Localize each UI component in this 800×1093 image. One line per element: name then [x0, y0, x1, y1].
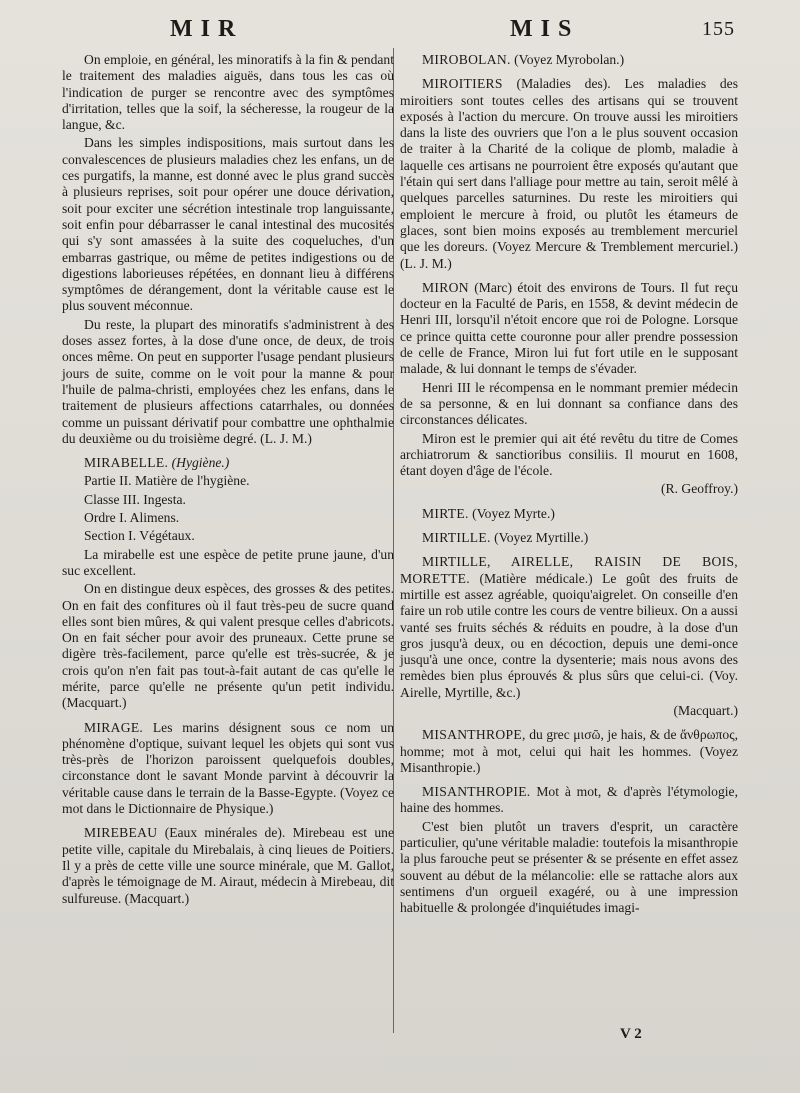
- entry-paragraph: [62, 825, 394, 906]
- entry-tag: (Hygiène.): [171, 455, 230, 471]
- entry-signature: (R. Geoffroy.): [660, 481, 738, 497]
- entry-mirabelle: [62, 455, 394, 711]
- entry-headword: MIREBEAU: [84, 825, 158, 841]
- entry-mirte: [400, 506, 738, 522]
- entry-miroitiers: [400, 76, 738, 272]
- entry-mirage: [62, 720, 394, 818]
- classification-line: Ordre I. Alimens.: [84, 510, 180, 526]
- entry-headword: MIRON: [422, 279, 469, 295]
- entry-paragraph: [62, 317, 394, 447]
- entry-paragraph: On en distingue deux espèces, des grosses & des petites. On en fait des confitures où il faut très-peu de sucre quand elles sont bien mûres, & qui valent presque celles d'abricots. On en fait sécher pour avoir des pruneaux. Cette prune se digère très-facilement, parce qu'elle est très-sucrée, & je crois qu'on n'en fait pas tout-à-fait autant de cas qu'elle le mérite, parce qu'elle ne présente qu'un petit individu. (Macquart.): [62, 581, 394, 711]
- entry-text: Miron est le premier qui ait été revêtu du titre de Comes archiatrorum & sanctioribus consiliis. Il mourut en 1608, étant doyen d'âge de l'école.: [400, 430, 738, 479]
- entry-headword: MIRTE.: [422, 505, 469, 521]
- entry-headword: MIRAGE.: [84, 719, 144, 735]
- left-column: [62, 52, 394, 909]
- entry-text: Du reste, la plupart des minoratifs s'administrent à des doses assez fortes, à la dose d'une once, de deux, de trois onces même. On peut en supporter l'usage pendant plusieurs jours de suite, comme on le voit pour la manne & pour l'huile de palma-christi, employées chez les enfans, dans le traitement de plusieurs affections catarrhales, ou données comme un puissant dérivatif pour combattre une ophthalmie du deuxième ou du troisième degré. (L. J. M.): [62, 316, 394, 446]
- entry-text: (Voyez Myrobolan.): [514, 52, 625, 67]
- entry-text: Dans les simples indispositions, mais surtout dans les convalescences de plusieurs maladies chez les enfans, un de ces purgatifs, la manne, est donné avec le plus grand succès à plusieurs reprises, soit pour opérer une douce dérivation, soit pour exciter une sécrétion intestinale trop languissante, soit enfin pour débarrasser le canal intestinal des mucosités qui s'y sont amassées à la suite des coqueluches, d'un embarras gastrique, ou même de petites indigestions ou de digestions laborieuses répétées, en donnant lieu à différens symptômes de dérangement, dont la véritable cause est le plus souvent méconnue.: [62, 135, 394, 314]
- entry-text: On emploie, en général, les minoratifs à la fin & pendant le traitement des maladies aiguës, dans tous les cas où l'indication de purger se rencontre avec des symptômes d'irritation, telles que la soif, la sécheresse, la rougeur de la langue, &c.: [62, 52, 394, 133]
- entry-paragraph: [400, 727, 738, 776]
- entry-paragraph: [400, 819, 738, 917]
- entry-paragraph: [400, 380, 738, 429]
- entry-text: (Eaux minérales de). Mirebeau est une petite ville, capitale du Mirebalais, à cinq lieues de Poitiers. Il y a près de cette ville une source minérale, que M. Gallot, d'après le témoignage de M. Airaut, médecin à Mirebeau, dit sulfureuse. (Macquart.): [62, 825, 394, 906]
- entry-text: C'est bien plutôt un travers d'esprit, un caractère particulier, qu'une véritable maladie: toutefois la misanthropie la plus farouche peut se présenter & se présente en effet assez souvent au début de la mélancolie: elle se rattache alors aux sentimens d'un orgueil exagéré, ou à une impression habituelle & prolongée d'inquiétudes imagi-: [400, 818, 738, 916]
- entry-headword: MISANTHROPE,: [422, 727, 526, 743]
- running-head-left: MIR: [170, 16, 244, 42]
- entry-misanthrope: [400, 727, 738, 776]
- entry-heading-line: [62, 455, 394, 471]
- entry-signature: (Macquart.): [673, 702, 738, 718]
- entry-text: (Voyez Myrte.): [472, 505, 555, 521]
- entry-headword: MIROITIERS: [422, 76, 503, 92]
- entry-text: Henri III le récompensa en le nommant premier médecin de sa personne, & en lui donnant sa confiance dans des circonstances délicates.: [400, 379, 738, 428]
- entry-text: (Voyez Myrtille.): [494, 530, 589, 546]
- entry-text: (Marc) étoit des environs de Tours. Il fut reçu docteur en la Faculté de Paris, en 1558, & devint médecin de Henri III, lorsqu'il n'étoit encore que roi de Pologne. Lorsque ce prince quitta cette couronne pour aller prendre possession de celle de France, Miron lui fut fort utile en le supposant malade, & lui donnant le temps de s'évader.: [400, 279, 738, 377]
- entry-paragraph: [400, 52, 738, 68]
- entry-mirtille-airelle: [400, 554, 738, 719]
- entry-headword: MIRTILLE, AIRELLE, RAISIN DE BOIS, MORETTE.: [400, 554, 738, 586]
- entry-paragraph: [400, 506, 738, 522]
- classification-line: Classe III. Ingesta.: [84, 491, 186, 507]
- running-head: [0, 14, 800, 48]
- entry-paragraph: [62, 135, 394, 314]
- entry-text: (Maladies des). Les maladies des miroitiers sont toutes celles des artisans qui se trouvent exposés à l'action du mercure. On trouve aussi les miroitiers dans la liste des ouvriers que l'on a le plus souvent occasion de traiter à la Charité de la colique de plomb, maladie à laquelle ces artisans ne pourroient être exposés qu'autant que l'étain qui sert dans l'alliage pour mettre au tain, seroit mêlé à quelques parcelles saturnines. Du reste les miroitiers qui emploient le mercure à froid, ou plutôt les étameurs de glaces, sont bien moins exposés au tremblement mercuriel que les doreurs. (Voyez Mercure & Tremblement mercuriel.) (L. J. M.): [400, 76, 738, 271]
- entry-text: (Matière médicale.) Le goût des fruits de mirtille est assez agréable, quoiqu'aigrelet. On conseille d'en faire un rob utile contre les cours de ventre bilieux. On a aussi vanté ses fruits séchés & réduits en poudre, à la dose d'un gros jusqu'à deux, ou en décoction, depuis une demi-once jusqu'à une once, contre la dysenterie; mais nous avons des remèdes bien plus éprouvés & plus sûrs que celui-ci. (Voy. Airelle, Myrtille, &c.): [400, 570, 738, 700]
- entry-headword: MISANTHROPIE.: [422, 784, 531, 800]
- entry-headword: MIRTILLE.: [422, 530, 491, 546]
- entry-paragraph: [400, 280, 738, 378]
- entry-headword: MIRABELLE.: [84, 455, 169, 471]
- entry-miron: [400, 280, 738, 498]
- entry-mirtille: [400, 530, 738, 546]
- entry-minoratifs-cont: [62, 52, 394, 447]
- entry-text: Les marins désignent sous ce nom un phénomène d'optique, suivant lequel les objets qui sont vus très-près de l'horizon paroissent quelquefois doubles, circonstance dont le savant Monde parvint à découvrir la véritable cause dans le terrain de la Basse-Egypte. (Voyez ce mot dans le Dictionnaire de Physique.): [62, 719, 394, 817]
- entry-paragraph: [400, 530, 738, 546]
- entry-paragraph: [400, 784, 738, 817]
- page-number: 155: [702, 18, 735, 40]
- entry-paragraph: [400, 76, 738, 272]
- classification-line: Partie II. Matière de l'hygiène.: [84, 473, 250, 489]
- entry-text: du grec μισῶ, je hais, & de ἄνθρωπος, homme; mot à mot, celui qui hait les hommes. (Voyez Misanthropie.): [400, 727, 738, 775]
- entry-misanthropie: [400, 784, 738, 916]
- entry-paragraph: La mirabelle est une espèce de petite prune jaune, d'un suc excellent.: [62, 546, 394, 578]
- classification-line: Section I. Végétaux.: [84, 528, 195, 544]
- entry-paragraph: [400, 431, 738, 480]
- running-head-right: MIS: [510, 16, 580, 42]
- entry-mirebeau: [62, 825, 394, 906]
- entry-text: Mot à mot, & d'après l'étymologie, haine des hommes.: [400, 784, 738, 816]
- entry-paragraph: [62, 52, 394, 133]
- entry-paragraph: [62, 720, 394, 818]
- signature-mark: V 2: [620, 1026, 642, 1042]
- entry-mirobolan: [400, 52, 738, 68]
- entry-paragraph: [400, 554, 738, 701]
- right-column: [400, 52, 738, 919]
- entry-headword: MIROBOLAN.: [422, 52, 511, 67]
